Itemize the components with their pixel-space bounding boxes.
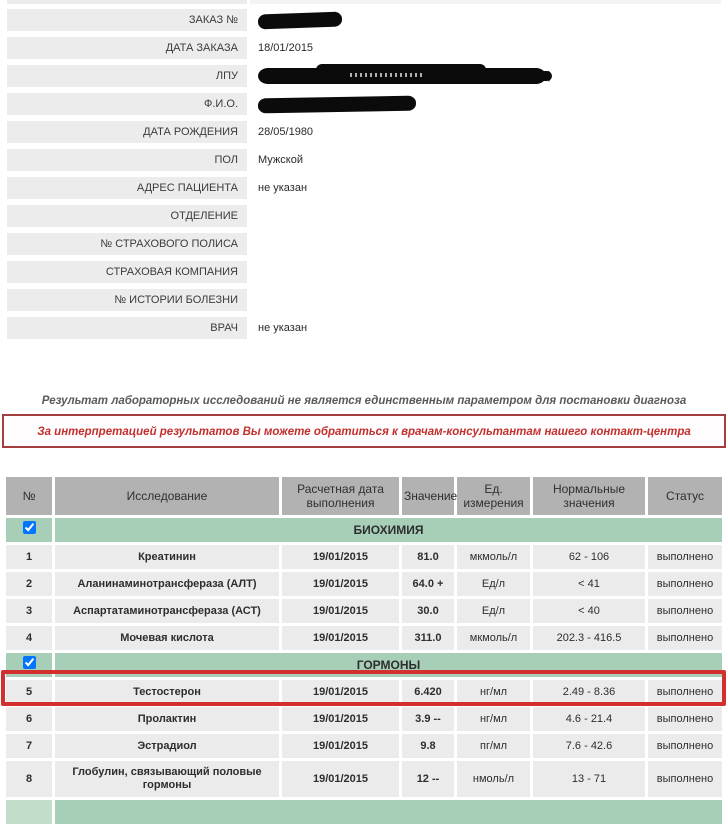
- form-label: ДАТА ЗАКАЗА: [7, 37, 247, 59]
- cell-date: 19/01/2015: [282, 761, 399, 797]
- section-row-biochemistry: [6, 518, 722, 542]
- cell-num: 1: [6, 545, 52, 569]
- column-header-date: Расчетная дата выполнения: [282, 477, 399, 515]
- cell-unit: нг/мл: [457, 707, 530, 731]
- cell-test-name: Тестостерон: [55, 680, 279, 704]
- table-header-row: [6, 477, 722, 515]
- form-label: ЛПУ: [7, 65, 247, 87]
- cell-date: 19/01/2015: [282, 707, 399, 731]
- form-value: [250, 205, 721, 227]
- form-label: ЗАКАЗ №: [7, 9, 247, 31]
- form-row-sex: [7, 149, 721, 171]
- cell-value: 81.0: [402, 545, 454, 569]
- result-row-testosterone: [6, 680, 722, 704]
- form-value: [250, 289, 721, 311]
- cell-status: выполнено: [648, 572, 722, 596]
- section-title: БИОХИМИЯ: [55, 518, 722, 542]
- form-row-address: [7, 177, 721, 199]
- cell-unit: Ед/л: [457, 599, 530, 623]
- form-row-case-history: [7, 289, 721, 311]
- form-label: ВРАЧ: [7, 317, 247, 339]
- form-row-fio: [7, 93, 721, 115]
- cell-unit: Ед/л: [457, 572, 530, 596]
- cell-test-name: Пролактин: [55, 707, 279, 731]
- cell-num: 4: [6, 626, 52, 650]
- column-header-status: Статус: [648, 477, 722, 515]
- interpretation-notice-text: За интерпретацией результатов Вы можете обратиться к врачам-консультантам нашего контакт-центра: [37, 426, 691, 438]
- cell-unit: мкмоль/л: [457, 626, 530, 650]
- cell-status: выполнено: [648, 680, 722, 704]
- redaction-bar: [258, 68, 546, 84]
- form-label: Ф.И.О.: [7, 93, 247, 115]
- cell-num: 3: [6, 599, 52, 623]
- cell-range: 202.3 - 416.5: [533, 626, 645, 650]
- column-header-range: Нормальные значения: [533, 477, 645, 515]
- cell-test-name: Аланинаминотрансфераза (АЛТ): [55, 572, 279, 596]
- cell-test-name: Глобулин, связывающий половые гормоны: [55, 761, 279, 797]
- cell-value: 9.8: [402, 734, 454, 758]
- cell-range: 13 - 71: [533, 761, 645, 797]
- result-row: [6, 599, 722, 623]
- cell-value: 3.9 --: [402, 707, 454, 731]
- cell-date: 19/01/2015: [282, 545, 399, 569]
- result-row: [6, 545, 722, 569]
- cell-status: выполнено: [648, 626, 722, 650]
- form-row-department: [7, 205, 721, 227]
- cell-value: 311.0: [402, 626, 454, 650]
- patient-form: [0, 0, 728, 339]
- cell-value: 6.420: [402, 680, 454, 704]
- section-row-partial: [6, 800, 722, 824]
- form-label: ОТДЕЛЕНИЕ: [7, 205, 247, 227]
- result-row: [6, 761, 722, 797]
- lab-disclaimer: Результат лабораторных исследований не является единственным параметром для постановки диагноза: [41, 395, 687, 407]
- cell-range: < 40: [533, 599, 645, 623]
- cell-status: выполнено: [648, 734, 722, 758]
- cell-value: 30.0: [402, 599, 454, 623]
- form-value: [250, 93, 721, 115]
- cell-test-name: Эстрадиол: [55, 734, 279, 758]
- result-row: [6, 572, 722, 596]
- cell-unit: нмоль/л: [457, 761, 530, 797]
- section-checkbox[interactable]: [23, 521, 36, 534]
- column-header-num: №: [6, 477, 52, 515]
- cell-status: выполнено: [648, 761, 722, 797]
- results-table: [3, 474, 725, 827]
- column-header-unit: Ед. измерения: [457, 477, 530, 515]
- cell-num: 5: [6, 680, 52, 704]
- column-header-value: Значение: [402, 477, 454, 515]
- form-row-lpu: [7, 65, 721, 87]
- cell-date: 19/01/2015: [282, 734, 399, 758]
- form-row-birthdate: [7, 121, 721, 143]
- cell-date: 19/01/2015: [282, 599, 399, 623]
- cell-test-name: Креатинин: [55, 545, 279, 569]
- cell-value: 64.0 +: [402, 572, 454, 596]
- cell-num: 8: [6, 761, 52, 797]
- cell-status: выполнено: [648, 599, 722, 623]
- result-row: [6, 734, 722, 758]
- cell-date: 19/01/2015: [282, 680, 399, 704]
- form-value: [250, 233, 721, 255]
- cell-value: 12 --: [402, 761, 454, 797]
- result-row: [6, 626, 722, 650]
- redaction-bar: [258, 95, 416, 113]
- cell-unit: нг/мл: [457, 680, 530, 704]
- cell-status: выполнено: [648, 707, 722, 731]
- result-row: [6, 707, 722, 731]
- cell-range: < 41: [533, 572, 645, 596]
- form-label: № ИСТОРИИ БОЛЕЗНИ: [7, 289, 247, 311]
- section-row-hormones: [6, 653, 722, 677]
- cell-range: 2.49 - 8.36: [533, 680, 645, 704]
- cell-range: 4.6 - 21.4: [533, 707, 645, 731]
- form-label: № СТРАХОВОГО ПОЛИСА: [7, 233, 247, 255]
- section-title: ГОРМОНЫ: [55, 653, 722, 677]
- form-label: ПОЛ: [7, 149, 247, 171]
- form-value: 28/05/1980: [250, 121, 721, 143]
- column-header-test: Исследование: [55, 477, 279, 515]
- cell-num: 6: [6, 707, 52, 731]
- form-value: не указан: [250, 177, 721, 199]
- cell-status: выполнено: [648, 545, 722, 569]
- cell-unit: пг/мл: [457, 734, 530, 758]
- form-row-insurance-policy: [7, 233, 721, 255]
- interpretation-notice: [2, 414, 726, 448]
- cell-range: 7.6 - 42.6: [533, 734, 645, 758]
- cell-test-name: Аспартатаминотрансфераза (АСТ): [55, 599, 279, 623]
- form-value: [250, 9, 721, 31]
- cell-date: 19/01/2015: [282, 572, 399, 596]
- form-row-insurance-company: [7, 261, 721, 283]
- form-row-doctor: [7, 317, 721, 339]
- cell-num: 2: [6, 572, 52, 596]
- form-label: ДАТА РОЖДЕНИЯ: [7, 121, 247, 143]
- form-label: СТРАХОВАЯ КОМПАНИЯ: [7, 261, 247, 283]
- section-checkbox[interactable]: [23, 656, 36, 669]
- form-value: не указан: [250, 317, 721, 339]
- cell-unit: мкмоль/л: [457, 545, 530, 569]
- form-row-order-no: [7, 9, 721, 31]
- cropped-row: [7, 0, 721, 4]
- form-value: [250, 261, 721, 283]
- form-label: АДРЕС ПАЦИЕНТА: [7, 177, 247, 199]
- redaction-bar: [258, 11, 342, 29]
- cell-test-name: Мочевая кислота: [55, 626, 279, 650]
- cell-num: 7: [6, 734, 52, 758]
- form-value: 18/01/2015: [250, 37, 721, 59]
- form-value: [250, 65, 721, 87]
- form-value: Мужской: [250, 149, 721, 171]
- cell-range: 62 - 106: [533, 545, 645, 569]
- cell-date: 19/01/2015: [282, 626, 399, 650]
- form-row-order-date: [7, 37, 721, 59]
